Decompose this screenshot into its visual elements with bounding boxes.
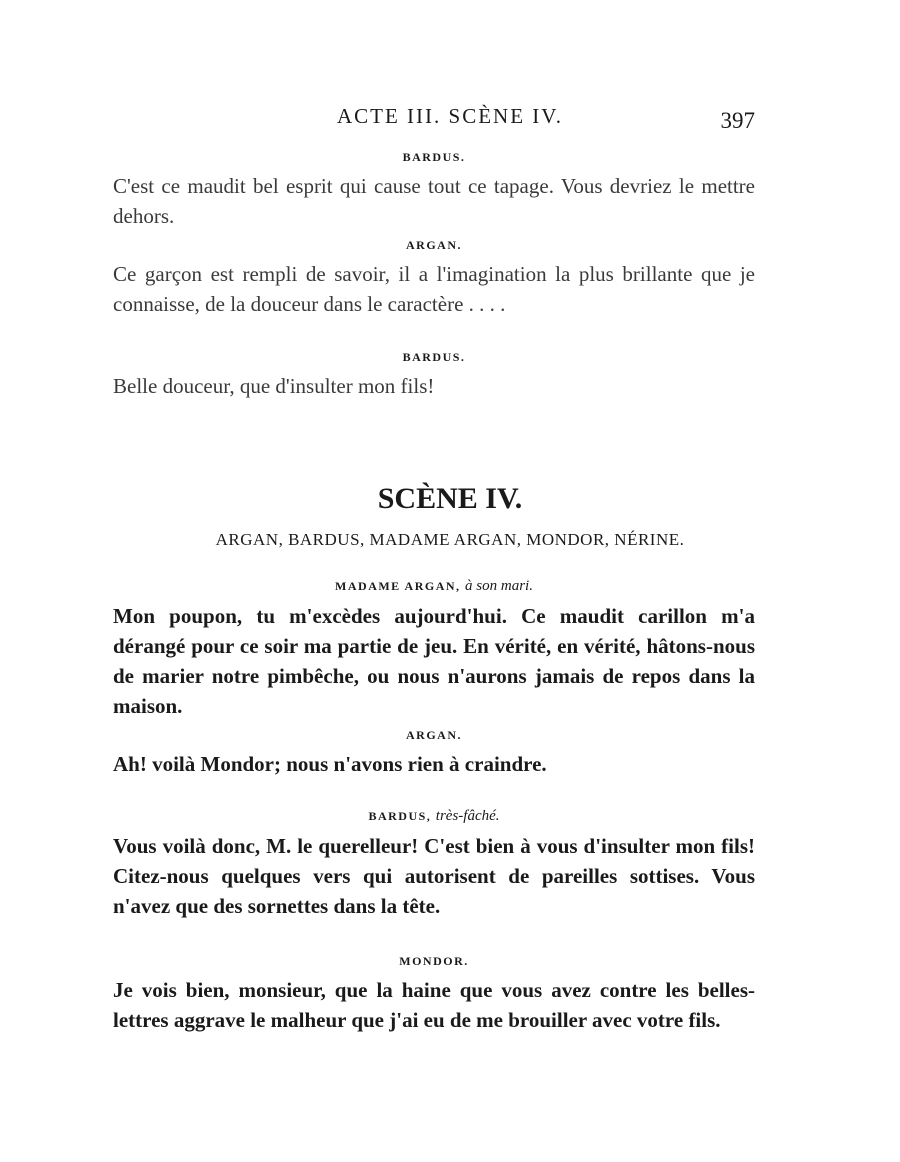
page-number: 397: [720, 108, 755, 133]
scene-title: SCÈNE IV.: [377, 482, 523, 515]
speaker-line: [113, 808, 755, 825]
speaker-name: MADAME ARGAN,: [335, 579, 461, 593]
speech-text: Ah! voilà Mondor; nous n'avons rien à craindre.: [113, 752, 547, 776]
speech-text: C'est ce maudit bel esprit qui cause tout ce tapage. Vous devriez le mettre dehors.: [113, 174, 755, 228]
speech-text: Ce garçon est rempli de savoir, il a l'imagination la plus brillante que je connaisse, de la douceur dans le caractère . . . .: [113, 262, 755, 316]
dialogue-entry: [113, 238, 755, 319]
speech-text: Je vois bien, monsieur, que la haine que vous avez contre les belles-lettres aggrave le malheur que j'ai eu de me brouiller avec votre fils.: [113, 978, 755, 1032]
speech-text: Vous voilà donc, M. le querelleur! C'est bien à vous d'insulter mon fils! Citez-nous quelques vers qui autorisent de pareilles sottises. Vous n'avez que des sornettes dans la tête.: [113, 834, 755, 918]
running-head: [0, 104, 900, 134]
dialogue-entry: [113, 954, 755, 1035]
speaker-name: BARDUS.: [402, 350, 466, 364]
dialogue-entry: [113, 150, 755, 231]
scene-cast-list: ARGAN, BARDUS, MADAME ARGAN, MONDOR, NÉRINE.: [215, 530, 685, 549]
speaker-line: [113, 578, 755, 595]
dialogue-entry: [113, 728, 755, 779]
speaker-name: BARDUS,: [368, 809, 432, 823]
running-title: ACTE III. SCÈNE IV.: [336, 104, 563, 128]
stage-direction: très-fâché.: [435, 808, 500, 824]
speaker-name: MONDOR.: [399, 954, 469, 968]
speech-text: Belle douceur, que d'insulter mon fils!: [113, 374, 435, 398]
dialogue-entry: [113, 808, 755, 921]
dialogue-entry: [113, 578, 755, 721]
speaker-name: ARGAN.: [406, 238, 462, 252]
speaker-name: ARGAN.: [406, 728, 462, 742]
speaker-name: BARDUS.: [402, 150, 466, 164]
dialogue-entry: [113, 350, 755, 401]
speech-text: Mon poupon, tu m'excèdes aujourd'hui. Ce maudit carillon m'a dérangé pour ce soir ma partie de jeu. En vérité, en vérité, hâtons-nous de marier notre pimbêche, ou nous n'aurons jamais de repos dans la maison.: [113, 604, 755, 718]
stage-direction: à son mari.: [465, 578, 533, 594]
